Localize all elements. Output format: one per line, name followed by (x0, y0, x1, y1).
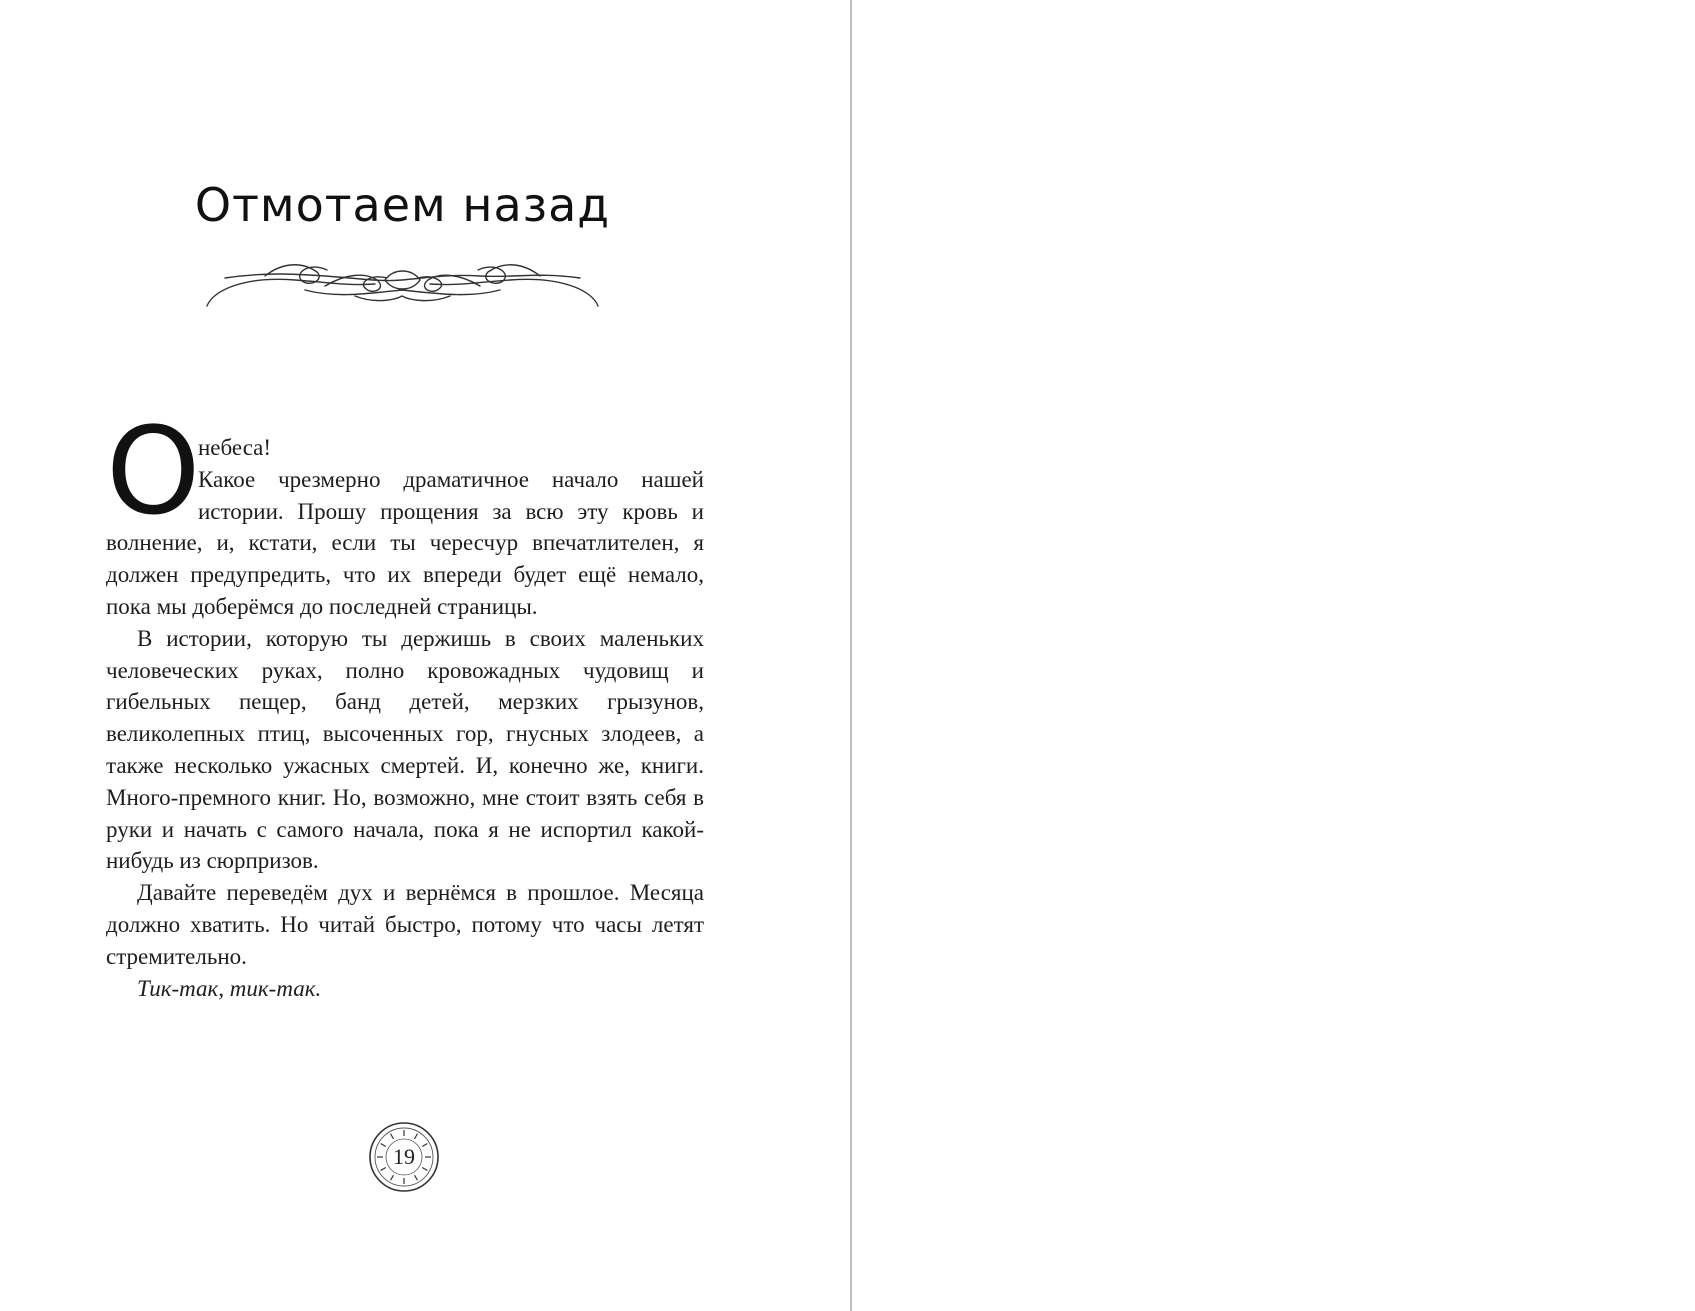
drop-cap (106, 403, 201, 542)
chapter-body (106, 403, 704, 1004)
right-page-blank (853, 0, 1695, 1311)
paragraph-tick-tock: Тик-так, тик-так. (137, 975, 322, 1001)
chapter-title: Отмотаем назад (194, 178, 611, 232)
flourish-ornament-icon (205, 250, 600, 312)
paragraph-1: Какое чрезмерно драматичное начало нашей истории. Прошу прощения за всю эту кровь и волнение, и, кстати, если ты чересчур впечатлителен, я должен предупредить, что их впереди будет ещё немало, пока мы доберёмся до последней страницы. (106, 466, 704, 619)
page-gutter (850, 0, 852, 1311)
paragraph-3: Давайте переведём дух и вернёмся в прошлое. Месяца должно хватить. Но читай быстро, потому что часы летят стремительно. (106, 880, 704, 969)
paragraph-2: В истории, которую ты держишь в своих маленьких человеческих руках, полно кровожадных чудовищ и гибельных пещер, банд детей, мерзких грызунов, великолепных птиц, высоченных гор, гнусных злодеев, а также несколько ужасных смертей. И, конечно же, книги. Много-премного книг. Но, возможно, мне стоит взять себя в руки и начать с самого начала, пока я не испортил какой-нибудь из сюрпризов. (106, 625, 704, 874)
paragraph-opening-word: небеса! (198, 435, 272, 460)
page-number-badge (368, 1121, 440, 1193)
drop-cap-letter: О (106, 403, 201, 542)
page-number: 19 (393, 1144, 415, 1169)
